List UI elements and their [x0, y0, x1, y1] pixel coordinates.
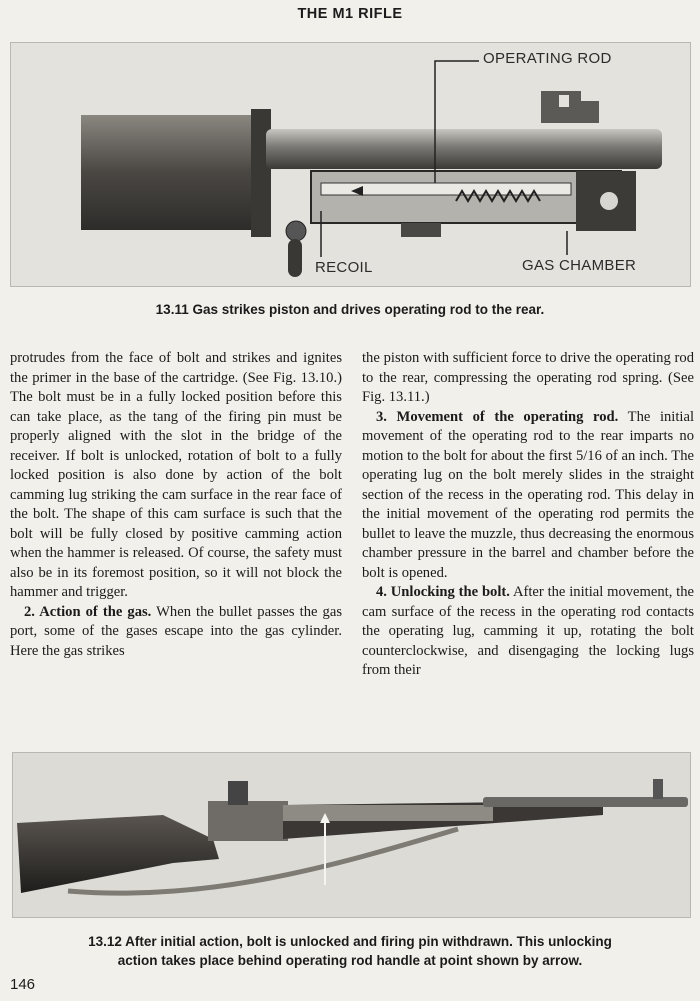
figure-m1-rifle-photo [12, 752, 691, 918]
recoil-fitting [286, 221, 306, 241]
paragraph-action-of-gas [10, 603, 342, 662]
page-number: 146 [10, 976, 36, 993]
label-operating-rod: OPERATING ROD [483, 50, 612, 67]
figure-caption-13-12 [0, 932, 700, 970]
figure-gas-system-cutaway [10, 42, 691, 287]
section-heading: 2. Action of the gas. [24, 603, 152, 620]
caption-line: 13.12 After initial action, bolt is unlocked and firing pin withdrawn. This unlocking [88, 934, 612, 949]
rifle-illustration [13, 753, 691, 918]
gas-system-illustration [11, 43, 691, 287]
paragraph: the piston with sufficient force to drive the operating rod to the rear, compressing the operating rod spring. (See Fig. 13.11.) [362, 350, 694, 405]
receiver [208, 801, 288, 841]
front-sight [541, 91, 599, 123]
barrel [266, 129, 662, 169]
paragraph-unlocking-bolt [362, 583, 694, 681]
section-heading: 3. Movement of the operating rod. [376, 408, 619, 425]
paragraph-body: The initial movement of the operating rod to the rear imparts no motion to the bolt for about the first 5/16 of an inch. The operating lug on the bolt merely slides in the straight section of the recess in the operating rod. This delay in the initial movement of the operating rod permits the bullet to leave the muzzle, thus decreasing the enormous chamber pressure in the barrel and chamber before the bolt is opened. [362, 408, 694, 581]
paragraph-body: When the bullet passes the gas port, some of the gases escape into the gas cylinder. Here the gas strikes [10, 603, 342, 659]
paragraph-body: After the initial movement, the cam surface of the recess in the operating rod contacts the operating lug, camming it up, rotating the bolt counterclockwise, and disengaging the locking lugs from their [362, 584, 695, 678]
caption-line: action takes place behind operating rod handle at point shown by arrow. [117, 953, 583, 968]
stock-section [81, 115, 261, 230]
running-head: THE M1 RIFLE [297, 6, 403, 22]
paragraph-movement-operating-rod [362, 408, 694, 584]
butt-stock [17, 815, 219, 893]
text-column-left [10, 349, 342, 661]
label-gas-chamber: GAS CHAMBER [522, 257, 637, 274]
label-recoil: RECOIL [315, 259, 373, 276]
section-heading: 4. Unlocking the bolt. [376, 584, 510, 600]
figure-caption-13-11: 13.11 Gas strikes piston and drives operating rod to the rear. [155, 302, 545, 317]
paragraph: protrudes from the face of bolt and strikes and ignites the primer in the base of the cartridge. (See Fig. 13.10.) The bolt must be in a fully locked position before this can take place, as the tang of the firing pin must be properly aligned with the slot in the bridge of the receiver. If bolt is unlocked, rotation of bolt to a fully locked position is also done by action of the bolt camming lug striking the cam surface in the rear face of the bolt. The shape of this cam surface is such that the bolt will be fully closed by positive camming action when the hammer is released. Of course, the safety must also be in its foremost position, so it will not block the hammer and trigger. [10, 350, 342, 600]
text-column-right [362, 349, 694, 681]
